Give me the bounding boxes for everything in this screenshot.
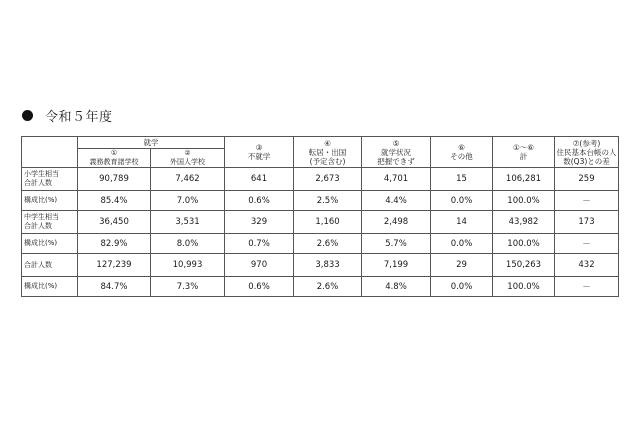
table-cell: 641	[225, 168, 294, 191]
table-cell: 100.0%	[493, 234, 555, 254]
table-cell: 2,498	[362, 211, 431, 234]
table-row	[22, 168, 619, 191]
table-cell: 2.5%	[294, 191, 362, 211]
table-cell: 7.3%	[151, 277, 225, 297]
table-cell: 7,462	[151, 168, 225, 191]
row-label: 合計人数	[22, 254, 78, 277]
enrollment-table	[21, 136, 619, 297]
header-col-5: ⑤ 就学状況 把握できず	[362, 137, 431, 168]
table-cell: 3,531	[151, 211, 225, 234]
header-col-total: ①～⑥ 計	[493, 137, 555, 168]
table-cell: 259	[555, 168, 619, 191]
header-col-4: ④ 転居・出国 (予定含む)	[294, 137, 362, 168]
table-cell: 2.6%	[294, 277, 362, 297]
table-row	[22, 254, 619, 277]
table-cell: 100.0%	[493, 191, 555, 211]
table-cell: 0.0%	[431, 277, 493, 297]
table-cell: 85.4%	[78, 191, 151, 211]
header-corner	[22, 137, 78, 168]
table-cell: 970	[225, 254, 294, 277]
table-cell: 3,833	[294, 254, 362, 277]
table-cell: 8.0%	[151, 234, 225, 254]
table-cell: －	[555, 191, 619, 211]
table-cell: 10,993	[151, 254, 225, 277]
header-col-7: ⑦(参考) 住民基本台帳の人 数(Q3)との差	[556, 138, 617, 166]
table-row	[22, 191, 619, 211]
table-cell: 0.0%	[431, 234, 493, 254]
table-cell: 0.0%	[431, 191, 493, 211]
table-cell: 329	[225, 211, 294, 234]
row-label: 構成比(%)	[22, 191, 78, 211]
section-title: 令和５年度	[45, 109, 113, 125]
table-cell: 173	[555, 211, 619, 234]
header-group-enrolled: 就学	[78, 137, 225, 149]
table-cell: 2,673	[294, 168, 362, 191]
table-cell: 84.7%	[78, 277, 151, 297]
table-cell: 43,982	[493, 211, 555, 234]
row-label: 構成比(%)	[22, 277, 78, 297]
table-cell: 100.0%	[493, 277, 555, 297]
row-label: 小学生相当 合計人数	[22, 168, 78, 191]
header-row-1	[22, 137, 619, 149]
table-row	[22, 211, 619, 234]
table-cell: 4.8%	[362, 277, 431, 297]
table-cell: 4,701	[362, 168, 431, 191]
table-row	[22, 234, 619, 254]
table-cell: 432	[555, 254, 619, 277]
section-heading	[22, 106, 113, 124]
table-cell: －	[555, 234, 619, 254]
header-col-3: ③ 不就学	[225, 137, 294, 168]
table-cell: 0.6%	[225, 191, 294, 211]
table-cell: 127,239	[78, 254, 151, 277]
table-row	[22, 277, 619, 297]
bullet-icon	[22, 110, 33, 121]
table-cell: 150,263	[493, 254, 555, 277]
table-cell: 4.4%	[362, 191, 431, 211]
table-cell: 29	[431, 254, 493, 277]
table-cell: 2.6%	[294, 234, 362, 254]
table-cell: 90,789	[78, 168, 151, 191]
table-cell: 1,160	[294, 211, 362, 234]
table-cell: 82.9%	[78, 234, 151, 254]
table-cell: 7,199	[362, 254, 431, 277]
row-label: 構成比(%)	[22, 234, 78, 254]
table-cell: 5.7%	[362, 234, 431, 254]
table-cell: 0.6%	[225, 277, 294, 297]
table-cell: 7.0%	[151, 191, 225, 211]
table-cell: 15	[431, 168, 493, 191]
header-col-1: ① 義務教育諸学校	[78, 149, 151, 168]
table-cell: 0.7%	[225, 234, 294, 254]
table-cell: 14	[431, 211, 493, 234]
header-col-6: ⑥ その他	[431, 137, 493, 168]
header-col-2: ② 外国人学校	[151, 149, 225, 168]
table-cell: 106,281	[493, 168, 555, 191]
table-cell: 36,450	[78, 211, 151, 234]
table-cell: －	[555, 277, 619, 297]
row-label: 中学生相当 合計人数	[22, 211, 78, 234]
